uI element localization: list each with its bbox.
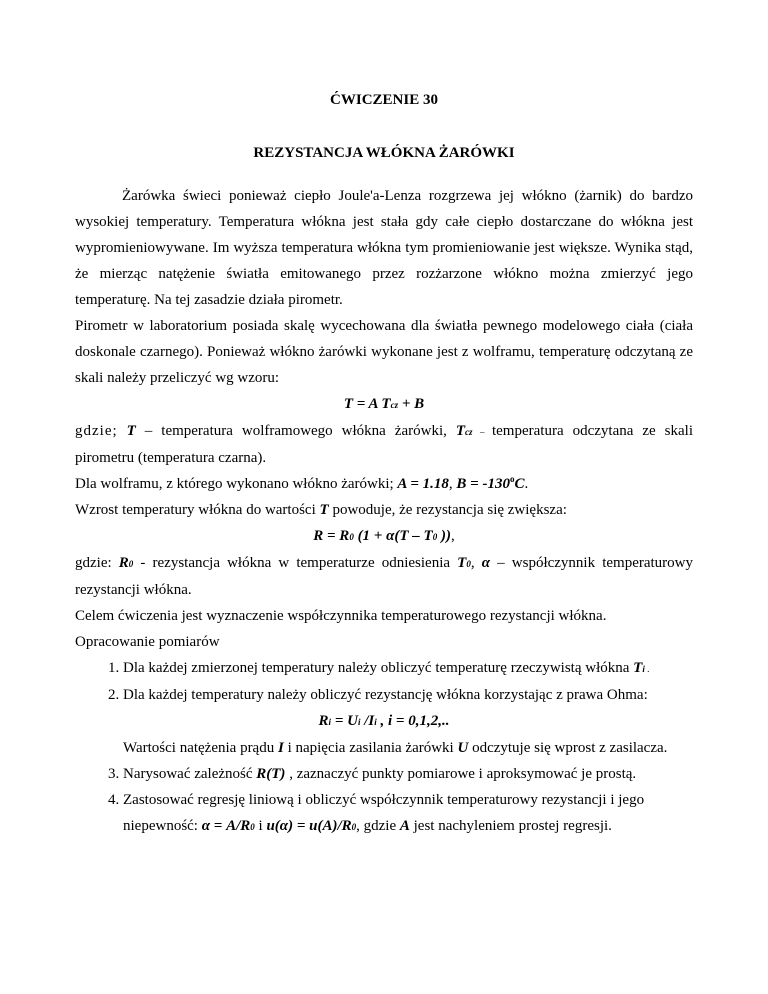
intro-paragraph: Żarówka świeci ponieważ ciepło Joule'a-Lenza rozgrzewa jej włókno (żarnik) do bardzo wysokiej temperatury. Temperatura włókna jest stała gdy całe ciepło dostarczane do włókna jest wypromieniowywane. Im wyższa temperatura włókna tym promieniowanie jest większe. Wynika stąd, że mierząc natężenie światła emitowanego przez rozżarzone włókno można zmierzyć jego temperaturę. Na tej zasadzie działa pirometr. <box>75 188 693 308</box>
formula-resistance: R = R0 (1 + α(T – T0 )), <box>313 528 455 544</box>
exercise-title: ĆWICZENIE 30 <box>330 92 438 108</box>
where-resistance: gdzie: R0 - rezystancja włókna w temperaturze odniesienia T0, α – współczynnik temperaturowy rezystancji włókna. <box>75 555 694 598</box>
list-item: 1. Dla każdej zmierzonej temperatury należy obliczyć temperaturę rzeczywistą włókna Ti . <box>123 655 693 682</box>
formula-ohm: Ri = Ui /Ii , i = 0,1,2,.. <box>318 713 450 729</box>
growth-line: Wzrost temperatury włókna do wartości T powoduje, że rezystancja się zwiększa: <box>75 502 567 518</box>
list-item: 4. Zastosować regresję liniową i obliczyć współczynnik temperaturowy rezystancji i jego niepewność: α = A/R0 i u(α) = u(A)/R0, gdzie A jest nachyleniem prostej regresji. <box>123 787 693 840</box>
document-body <box>75 183 693 840</box>
exercise-subtitle: REZYSTANCJA WŁÓKNA ŻARÓWKI <box>253 145 515 161</box>
ohm-note: Wartości natężenia prądu I i napięcia zasilania żarówki U odczytuje się wprost z zasilacza. <box>123 740 668 756</box>
where-temperature: gdzie; T – temperatura wolframowego włókna żarówki, Tcz – temperatura odczytana ze skali pirometru (temperatura czarna). <box>75 423 693 466</box>
processing-header: Opracowanie pomiarów <box>75 634 220 650</box>
pyrometer-paragraph: Pirometr w laboratorium posiada skalę wycechowana dla światła pewnego modelowego ciała (ciała doskonale czarnego). Ponieważ włókno żarówki wykonane jest z wolframu, temperaturę odczytaną ze skali należy przeliczyć wg wzoru: <box>75 318 693 386</box>
steps-list <box>75 655 693 840</box>
constants-line: Dla wolframu, z którego wykonano włókno żarówki; A = 1.18, $B = -130^oC$. <box>75 474 529 492</box>
goal-line: Celem ćwiczenia jest wyznaczenie współczynnika temperaturowego rezystancji włókna. <box>75 608 607 624</box>
list-item: 2. Dla każdej temperatury należy obliczyć rezystancję włókna korzystając z prawa Ohma: Ri = Ui /Ii , i = 0,1,2,.. Wartości natężenia prądu I i napięcia zasilania żarówki U odczytuje się wprost z zasilacza. <box>123 682 693 761</box>
list-item: 3. Narysować zależność R(T) , zaznaczyć punkty pomiarowe i aproksymować je prostą. <box>123 761 693 787</box>
formula-temperature: T = A Tcz + B <box>343 396 425 412</box>
